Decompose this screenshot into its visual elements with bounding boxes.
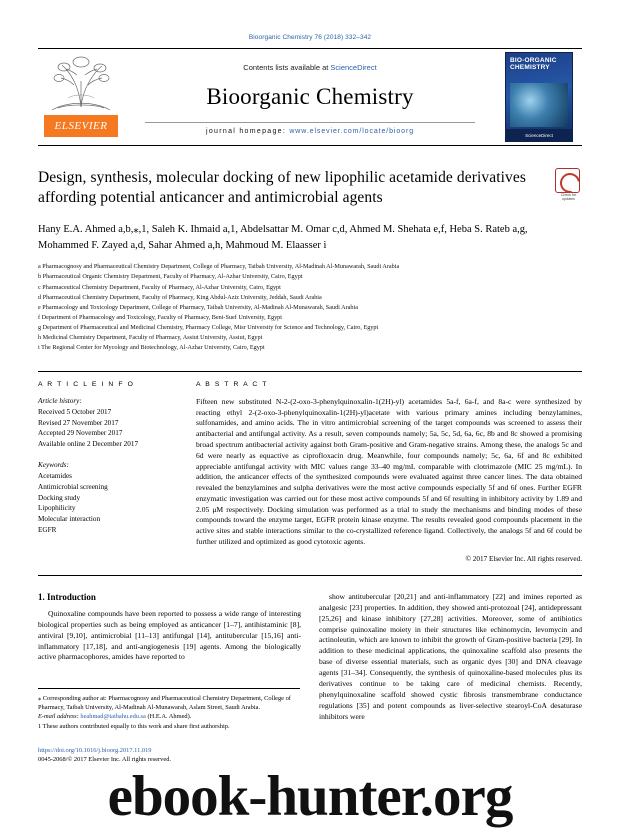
issn-copyright-line: 0045-2068/© 2017 Elsevier Inc. All rights reserved. <box>38 756 171 764</box>
cover-title: BIO-ORGANIC CHEMISTRY <box>510 57 557 72</box>
affiliation-item: g Department of Pharmaceutical and Medicinal Chemistry, Pharmacy College, Misr University for Science and Technology, Cairo, Egypt <box>38 323 379 331</box>
keyword-item: Acetamides <box>38 472 72 481</box>
contents-available-line <box>243 63 376 72</box>
section-heading-introduction: 1. Introduction <box>38 591 96 602</box>
keyword-item: Docking study <box>38 493 81 502</box>
keyword-item: Antimicrobial screening <box>38 482 108 491</box>
email-suffix: (H.E.A. Ahmed). <box>145 713 192 721</box>
abstract-text: Fifteen new substituted N-2-(2-oxo-3-phenylquinoxalin-1(2H)-yl) acetamides 5a-f, 6a-f, and 8a-c were synthesized by reacting ethyl 2-(2-oxo-3-phenylquinoxalin-1(2H)-yl)acetate with various primary amines including benzylamines, sulfonamides, and amino acids. The in vitro antimicrobial screening of the target compounds was screened to assess their antibacterial and antifungal activity. As a result, seven compounds namely; 5a, 5c, 5d, 6a, 6c, 8b and 8c showed a promising broad spectrum antibacterial activity against both Gram-positive and Gram-negative strains. Among these, the analogs 5c and 6d were nearly as equactive as ciprofloxacin drug. Meanwhile, four compounds namely; 5c, 6a, 6f and 8c exhibited appreciable antifungal activity with MIC values range 33–40 mg/mL comparable with clotrimazole (MIC 25 mg/mL). In addition, the anticancer effects of the synthesized compounds were evaluated against three cancer lines. The data obtained revealed the benzylamines and sulpha derivatives were the most active compounds especially 5f and 6f ones. Further EGFR enzymatic investigation was carried out for these most active compounds 5f and 6f resulting in inhibitory activity by 1.89 and 2.05 μM respectively. Docking simulation was performed as a trial to study the mechanisms and binding modes of these compounds toward the enzyme target, EGFR protein kinase enzyme. The results revealed good compounds placement in the active sites and stable interactions similar to the co-crystallized reference ligand. Collectively, the analogs 5f and 6f could be further utilized and optimized as good cytotoxic agents. <box>196 396 582 546</box>
history-item: Accepted 29 November 2017 <box>38 429 123 438</box>
article-history-label: Article history: <box>38 396 82 405</box>
affiliation-item: d Pharmaceutical Chemistry Department, Faculty of Pharmacy, King Abdul-Aziz University, Jeddah, Saudi Arabia <box>38 293 322 301</box>
keyword-item: Molecular interaction <box>38 515 101 524</box>
info-abstract-band <box>38 371 582 576</box>
watermark-text: ebook-hunter.org <box>107 765 513 828</box>
affiliation-item: i The Regional Center for Mycology and Biotechnology, Al-Azhar University, Cairo, Egypt <box>38 343 265 351</box>
abstract-heading: A B S T R A C T <box>196 380 268 388</box>
article-info-column <box>38 381 196 563</box>
affiliation-item: h Medicinal Chemistry Department, Faculty of Pharmacy, Assiut University, Assiut, Egypt <box>38 333 263 341</box>
masthead-center <box>124 49 496 145</box>
sciencedirect-link[interactable]: ScienceDirect <box>330 63 377 72</box>
homepage-url[interactable]: www.elsevier.com/locate/bioorg <box>289 128 414 135</box>
history-item: Received 5 October 2017 <box>38 407 112 416</box>
corresponding-author-note: ⁎ Corresponding author at: Pharmacognosy and Pharmaceutical Chemistry Department, College of Pharmacy, Taibah University, Al-Madinah Al-Munawarah, Aslam Street, Saudi Arabia. <box>38 694 291 712</box>
history-item: Revised 27 November 2017 <box>38 418 119 427</box>
journal-citation-line: Bioorganic Chemistry 76 (2018) 332–342 <box>248 34 372 41</box>
affiliation-item: f Department of Pharmacology and Toxicology, Faculty of Pharmacy, Beni-Suef University, Egypt <box>38 313 282 321</box>
publisher-block <box>38 49 124 145</box>
affiliation-item: e Pharmacology and Toxicology Department, College of Pharmacy, Taibah University, Al-Madinah Al-Munawarah, Saudi Arabia <box>38 303 358 311</box>
author-list: Hany E.A. Ahmed a,b,⁎,1, Saleh K. Ihmaid a,1, Abdelsattar M. Omar c,d, Ahmed M. Shehata e,f, Heba S. Rateb a,g, Mohammed F. Zayed a,d, Sahar Ahmed a,h, Mahmoud M. Elaasser i <box>38 223 528 251</box>
abstract-column <box>196 381 582 563</box>
journal-homepage-line <box>145 122 475 135</box>
history-item: Available online 2 December 2017 <box>38 440 139 449</box>
cover-artwork <box>510 83 568 127</box>
journal-masthead <box>38 48 582 146</box>
affiliation-item: b Pharmaceutical Organic Chemistry Department, Faculty of Pharmacy, Al-Azhar University, Cairo, Egypt <box>38 273 303 281</box>
journal-cover-block <box>496 49 582 145</box>
cover-footer: ScienceDirect <box>506 129 572 141</box>
email-link[interactable]: heahmad@taibahu.edu.sa <box>80 713 146 721</box>
doi-link[interactable]: https://doi.org/10.1016/j.bioorg.2017.11.019 <box>38 746 152 754</box>
intro-paragraph-left: Quinoxaline compounds have been reported to possess a wide range of interesting biological properties such as being employed as anticancer [1–7], antihistaminic [8], antiviral [9,10], antimicrobial [11–13] antifungal [14], antitubercular [15,16] anti-inflammatory [17,18], and anti-angiogenesis [19] agents. Among the biologically active pharmacophores, amides have reported to <box>38 608 301 662</box>
elsevier-logo: ELSEVIER <box>44 115 118 137</box>
keyword-item: Lipophilicity <box>38 504 76 513</box>
equal-contribution-note: 1 These authors contributed equally to this work and share first authorship. <box>38 722 230 730</box>
body-column-right <box>319 592 582 723</box>
copyright-line: © 2017 Elsevier Inc. All rights reserved. <box>465 554 582 563</box>
crossmark-badge[interactable] <box>555 168 582 202</box>
crossmark-icon <box>555 168 580 193</box>
intro-paragraph-right: show antitubercular [20,21] and anti-inflammatory [22] and imines reported as analgesic [23] properties. In addition, they showed anti-protozoal [24], antidepressant [25,26] and kinase inhibitory [27,28] activities. Moreover, some of antibiotics comprise quinoxaline moiety in their structures like echinomycin, levomycin and actinoleutin, which are known to inhibit the growth of Gram-positive bacteria [29]. In addition to these medicinal applications, the quinoxaline scaffold also presents the base of diverse essential materials, such as organic dyes [30] and DNA cleavage agents [31–34]. Consequently, the synthesis of quinoxaline-based molecules plus its derivatives continue to be taking care of medicinal chemists. Recently, phenylquinoxaline scaffold showed cystic fibrosis transmembrane conductance regulations [35] and potent compounds as liver-selective stearoyl-CoA desaturase inhibitors were <box>319 591 582 721</box>
title-block <box>38 168 582 353</box>
contents-prefix: Contents lists available at <box>243 63 331 72</box>
affiliation-item: c Pharmaceutical Chemistry Department, Faculty of Pharmacy, Al-Azhar University, Cairo, Egypt <box>38 283 281 291</box>
affiliation-list <box>38 262 548 352</box>
keyword-item: EGFR <box>38 526 57 534</box>
doi-block <box>38 746 171 765</box>
email-label: E-mail address: <box>38 713 81 721</box>
homepage-prefix: journal homepage: <box>206 128 290 135</box>
elsevier-tree-icon <box>44 51 118 113</box>
crossmark-label: Check for updates <box>560 193 577 201</box>
email-note <box>38 712 300 721</box>
page-title: Design, synthesis, molecular docking of new lipophilic acetamide derivatives affording potential anticancer and antimicrobial agents <box>38 169 526 207</box>
article-info-heading: A R T I C L E I N F O <box>38 380 135 388</box>
journal-cover-image <box>505 52 573 142</box>
journal-title: Bioorganic Chemistry <box>206 84 414 109</box>
keywords-label: Keywords: <box>38 461 69 470</box>
footnote-block <box>38 688 300 731</box>
keywords-block <box>38 461 180 536</box>
affiliation-item: a Pharmacognosy and Pharmaceutical Chemistry Department, College of Pharmacy, Taibah University, Al-Madinah Al-Munawarah, Saudi Arabia <box>38 263 400 271</box>
